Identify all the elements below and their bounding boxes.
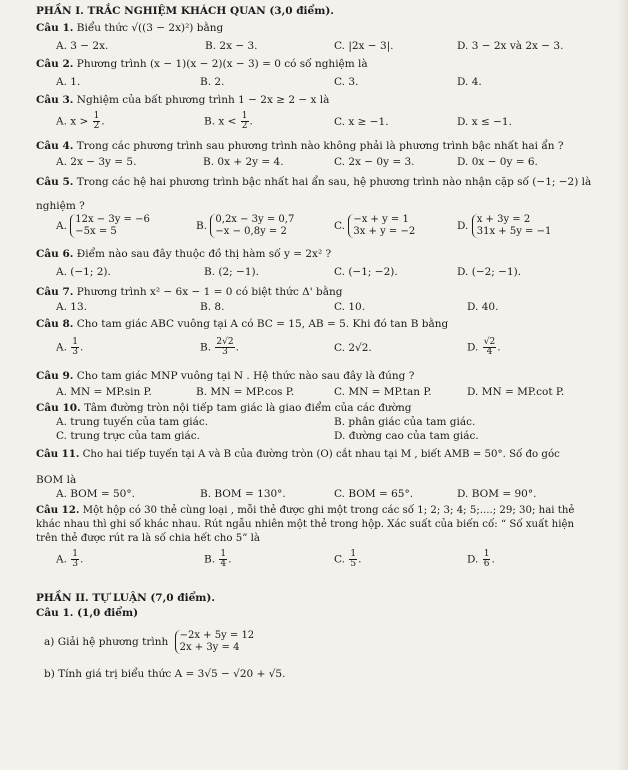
q8-fraction-d: $\frac{√2}{4}$ [483,337,496,357]
q1-option-b[interactable]: B. 2x − 3. [205,40,258,52]
question-7: Câu 7. Phương trình x² − 6x − 1 = 0 có biệt thức Δ' bằng [36,286,343,298]
q10-option-b[interactable]: B. phân giác của tam giác. [334,416,476,428]
section1-title: PHẦN I. TRẮC NGHIỆM KHÁCH QUAN (3,0 điểm). [36,5,334,17]
q8-option-d[interactable]: D. $\frac{√2}{4}$ . [467,337,501,357]
q7-option-b[interactable]: B. 8. [200,301,225,313]
q2-option-d[interactable]: D. 4. [457,76,482,88]
q1-option-a[interactable]: A. 3 − 2x. [56,40,109,52]
q5-option-a[interactable]: A. 12x − 3y = −6 −5x = 5 [56,214,150,237]
q2-option-b[interactable]: B. 2. [200,76,225,88]
q6-option-a[interactable]: A. (−1; 2). [56,266,111,278]
q8-fraction-b: $\frac{2√2}{3}$ [216,337,234,357]
q5-system-b: 0,2x − 3y = 0,7 −x − 0,8y = 2 [210,214,294,238]
question-3: Câu 3. Nghiệm của bất phương trình 1 − 2x ≥ 2 − x là [36,94,330,106]
q11-option-d[interactable]: D. BOM = 90°. [457,488,537,500]
q3-option-a[interactable]: A. x > $\frac{1}{2}$ . [56,111,105,131]
problem-1a: a) Giải hệ phương trình −2x + 5y = 12 2x + 3y = 4 [44,630,255,653]
q12-fraction-a: $\frac{1}{3}$ [72,549,78,569]
q5-system-a: 12x − 3y = −6 −5x = 5 [70,214,150,238]
q4-option-b[interactable]: B. 0x + 2y = 4. [203,156,284,168]
q9-option-d[interactable]: D. MN = MP.cot P. [467,386,565,398]
q12-option-a[interactable]: A. $\frac{1}{3}$ . [56,549,84,569]
q7-option-a[interactable]: A. 13. [56,301,87,313]
q9-option-c[interactable]: C. MN = MP.tan P. [334,386,432,398]
q8-option-a[interactable]: A. $\frac{1}{3}$ . [56,337,84,357]
question-8: Câu 8. Cho tam giác ABC vuông tại A có BC = 15, AB = 5. Khi đó tan B bằng [36,318,449,330]
q6-option-c[interactable]: C. (−1; −2). [334,266,398,278]
q3-option-c[interactable]: C. x ≥ −1. [334,116,389,128]
q5-option-c[interactable]: C. −x + y = 1 3x + y = −2 [334,214,416,237]
problem-1b: b) Tính giá trị biểu thức A = 3√5 − √20 + √5. [44,668,286,680]
question-12-cont: khác nhau thì ghi số khác nhau. Rút ngẫu nhiên một thẻ trong hộp. Xác suất của biến cố: “ Số xuất hiện [36,519,575,530]
question-2: Câu 2. Phương trình (x − 1)(x − 2)(x − 3) = 0 có số nghiệm là [36,58,368,70]
question-10: Câu 10. Tâm đường tròn nội tiếp tam giác là giao điểm của các đường [36,402,412,414]
question-5-cont: nghiệm ? [36,200,85,212]
q9-option-a[interactable]: A. MN = MP.sin P. [56,386,152,398]
q4-option-a[interactable]: A. 2x − 3y = 5. [56,156,137,168]
q12-option-b[interactable]: B. $\frac{1}{4}$ . [204,549,232,569]
question-1: Câu 1. Biểu thức √((3 − 2x)²) bằng [36,22,224,34]
q7-option-d[interactable]: D. 40. [467,301,499,313]
q10-option-d[interactable]: D. đường cao của tam giác. [334,430,479,442]
q4-option-c[interactable]: C. 2x − 0y = 3. [334,156,415,168]
q8-option-c[interactable]: C. 2√2. [334,342,372,354]
question-6: Câu 6. Điểm nào sau đây thuộc đồ thị hàm số y = 2x² ? [36,248,332,260]
q12-fraction-d: $\frac{1}{6}$ [483,549,490,569]
q1-option-d[interactable]: D. 3 − 2x và 2x − 3. [457,40,564,52]
q12-option-d[interactable]: D. $\frac{1}{6}$ . [467,549,495,569]
q3-option-d[interactable]: D. x ≤ −1. [457,116,512,128]
question-5: Câu 5. Trong các hệ hai phương trình bậc nhất hai ẩn sau, hệ phương trình nào nhận cặp số (−1; −2) là [36,176,592,188]
q5-system-c: −x + y = 1 3x + y = −2 [348,214,415,238]
q8-option-b[interactable]: B. $\frac{2√2}{3}$ . [200,337,239,357]
q11-option-a[interactable]: A. BOM = 50°. [56,488,135,500]
q5-option-b[interactable]: B. 0,2x − 3y = 0,7 −x − 0,8y = 2 [196,214,295,237]
problem-1a-system: −2x + 5y = 12 2x + 3y = 4 [175,630,255,654]
q3-fraction-b: $\frac{1}{2}$ [241,111,248,131]
q3-option-b[interactable]: B. x < $\frac{1}{2}$ . [204,111,253,131]
q10-option-c[interactable]: C. trung trực của tam giác. [56,430,200,442]
scan-shadow [618,0,628,770]
q1-option-c[interactable]: C. |2x − 3|. [334,40,394,52]
question-11: Câu 11. Cho hai tiếp tuyến tại A và B của đường tròn (O) cắt nhau tại M , biết AMB = 50°. Số đo góc [36,448,560,460]
question-11-cont: BOM là [36,474,77,486]
q9-option-b[interactable]: B. MN = MP.cos P. [196,386,295,398]
q11-option-c[interactable]: C. BOM = 65°. [334,488,414,500]
q12-fraction-c: $\frac{1}{5}$ [350,549,357,569]
q3-fraction-a: $\frac{1}{2}$ [93,111,100,131]
q12-fraction-b: $\frac{1}{4}$ [220,549,227,569]
q11-option-b[interactable]: B. BOM = 130°. [200,488,286,500]
q2-option-c[interactable]: C. 3. [334,76,359,88]
q5-option-d[interactable]: D. x + 3y = 2 31x + 5y = −1 [457,214,552,237]
question-4: Câu 4. Trong các phương trình sau phương trình nào không phải là phương trình bậc nhất hai ẩn ? [36,140,564,152]
q8-fraction-a: $\frac{1}{3}$ [72,337,78,357]
question-12: Câu 12. Một hộp có 30 thẻ cùng loại , mỗi thẻ được ghi một trong các số 1; 2; 3; 4; 5;....; 29; 30; hai thẻ [36,504,575,516]
section2-title: PHẦN II. TỰ LUẬN (7,0 điểm). [36,592,215,604]
q6-option-d[interactable]: D. (−2; −1). [457,266,522,278]
question-12-cont2: trên thẻ được rút ra là số chia hết cho 5” là [36,533,260,544]
q4-option-d[interactable]: D. 0x − 0y = 6. [457,156,538,168]
q12-option-c[interactable]: C. $\frac{1}{5}$ . [334,549,362,569]
q5-system-d: x + 3y = 2 31x + 5y = −1 [472,214,552,238]
q7-option-c[interactable]: C. 10. [334,301,366,313]
question-9: Câu 9. Cho tam giác MNP vuông tại N . Hệ thức nào sau đây là đúng ? [36,370,415,382]
q6-option-b[interactable]: B. (2; −1). [204,266,259,278]
problem-1-title: Câu 1. (1,0 điểm) [36,607,139,619]
q2-option-a[interactable]: A. 1. [56,76,81,88]
q10-option-a[interactable]: A. trung tuyến của tam giác. [56,416,209,428]
